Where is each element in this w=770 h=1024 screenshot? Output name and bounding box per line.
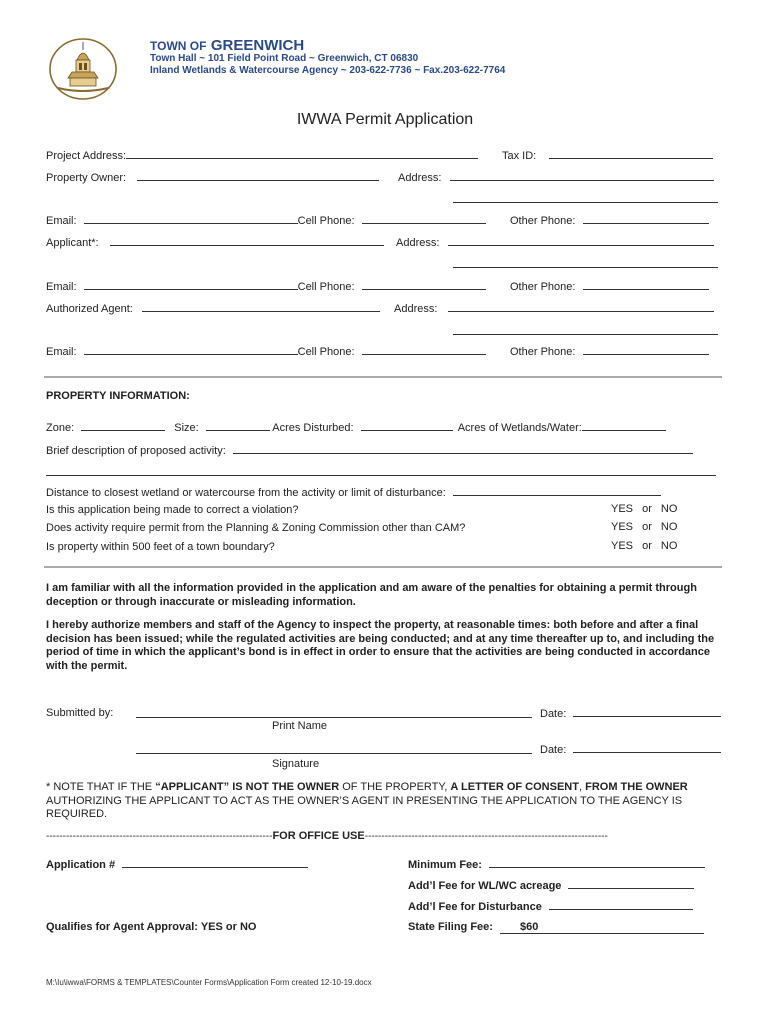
- print-name-caption: Print Name: [272, 720, 328, 732]
- size-label: Size:: [174, 422, 199, 434]
- print-name-field[interactable]: [136, 708, 532, 718]
- agent-address-field[interactable]: [448, 302, 714, 312]
- owner-cell-phone-label: Cell Phone:: [297, 215, 355, 227]
- question-violation: Is this application being made to correct a violation?: [46, 504, 299, 516]
- applicant-email-label: Email:: [46, 281, 77, 293]
- familiar-statement: I am familiar with all the information provided in the application and am aware of the penalties for obtaining a permit through deception or through inaccurate or misleading information.: [46, 582, 697, 608]
- applicant-other-phone-row: [510, 280, 709, 293]
- note-text-1: * NOTE THAT IF THE: [46, 781, 156, 793]
- agent-email-field[interactable]: [84, 345, 298, 355]
- no-option[interactable]: NO: [660, 540, 678, 552]
- or-text: or: [642, 503, 652, 515]
- note-text-5: ,: [578, 781, 586, 793]
- project-address-row: [46, 149, 478, 162]
- office-use-banner: [46, 830, 722, 842]
- owner-other-phone-field[interactable]: [583, 214, 709, 224]
- distance-field[interactable]: [453, 486, 661, 496]
- owner-other-phone-label: Other Phone:: [510, 215, 576, 227]
- project-address-field[interactable]: [126, 149, 478, 159]
- property-info-heading: PROPERTY INFORMATION:: [46, 390, 190, 402]
- acres-disturbed-label: Acres Disturbed:: [272, 422, 354, 434]
- tax-id-label: Tax ID:: [502, 150, 537, 162]
- application-number-field[interactable]: [122, 858, 308, 868]
- submitted-by-label: Submitted by:: [46, 707, 114, 719]
- disturbance-fee-row: [408, 900, 693, 913]
- state-filing-fee-value: $60: [500, 922, 704, 934]
- applicant-cell-phone-label: Cell Phone:: [297, 281, 355, 293]
- acres-wetlands-field[interactable]: [582, 421, 666, 431]
- description-row: [46, 444, 693, 457]
- state-filing-fee-row: [408, 921, 704, 934]
- agent-other-phone-field[interactable]: [583, 345, 709, 355]
- yes-option[interactable]: YES: [611, 540, 634, 552]
- section-divider: [44, 376, 722, 378]
- agent-address-line-2[interactable]: [453, 325, 718, 335]
- banner-left-dashes: --------------------------------------------------------------------: [46, 831, 273, 842]
- state-filing-fee-label: State Filing Fee:: [408, 921, 493, 933]
- applicant-email-field[interactable]: [84, 280, 298, 290]
- distance-row: [46, 486, 661, 499]
- no-option[interactable]: NO: [660, 503, 678, 515]
- office-use-label: FOR OFFICE USE: [272, 830, 365, 842]
- applicant-address-row: [396, 236, 714, 249]
- applicant-address-field[interactable]: [448, 236, 714, 246]
- applicant-address-label: Address:: [396, 237, 440, 249]
- signature-caption: Signature: [272, 758, 320, 770]
- header-line-2: Inland Wetlands & Watercourse Agency ~ 203-622-7736 ~ Fax.203-622-7764: [150, 65, 506, 76]
- applicant-email-row: [46, 280, 486, 293]
- note-text-4: A LETTER OF CONSENT: [450, 781, 579, 793]
- no-option[interactable]: NO: [660, 521, 678, 533]
- authorize-statement: I hereby authorize members and staff of the Agency to inspect the property, at reasonable times: both before and after a final decision has been issued; while the regulated activities are being conducted; and at any time thereafter up to, and including the period of time in which the applicant’s bond is in effect in order to ensure that the activities are being conducted in accordance with the permit.: [46, 619, 715, 672]
- agent-other-phone-row: [510, 345, 709, 358]
- applicant-field[interactable]: [110, 236, 384, 246]
- footer-file-path: M:\Iu\iwwa\FORMS & TEMPLATES\Counter Forms\Application Form created 12-10-19.docx: [46, 978, 372, 987]
- owner-address-label: Address:: [398, 172, 442, 184]
- yes-option[interactable]: YES: [611, 503, 634, 515]
- yes-no-planning-zoning[interactable]: [611, 521, 677, 533]
- question-planning-zoning: Does activity require permit from the Planning & Zoning Commission other than CAM?: [46, 522, 466, 534]
- town-prefix: TOWN OF: [150, 39, 207, 53]
- applicant-address-line-2[interactable]: [453, 258, 718, 268]
- property-owner-label: Property Owner:: [46, 172, 127, 184]
- applicant-cell-phone-field[interactable]: [362, 280, 486, 290]
- applicant-other-phone-field[interactable]: [583, 280, 709, 290]
- date-label: Date:: [540, 744, 567, 756]
- date-row-2: [540, 743, 721, 756]
- note-text-7: AUTHORIZING THE APPLICANT TO ACT AS THE OWNER’S AGENT IN PRESENTING THE APPLICATION TO THE AGENCY IS REQUIRED.: [46, 794, 683, 820]
- disturbance-fee-label: Add’l Fee for Disturbance: [408, 901, 542, 913]
- date-row-1: [540, 707, 721, 720]
- or-text: or: [642, 521, 652, 533]
- property-owner-row: [46, 171, 379, 184]
- description-line-2[interactable]: [46, 466, 716, 476]
- application-number-row: [46, 858, 308, 871]
- question-town-boundary: Is property within 500 feet of a town boundary?: [46, 541, 275, 553]
- owner-email-label: Email:: [46, 215, 77, 227]
- yes-option[interactable]: YES: [611, 521, 634, 533]
- agent-cell-phone-label: Cell Phone:: [297, 346, 355, 358]
- wlwc-fee-label: Add’l Fee for WL/WC acreage: [408, 880, 562, 892]
- agent-address-label: Address:: [394, 303, 438, 315]
- minimum-fee-field[interactable]: [489, 858, 705, 868]
- size-field[interactable]: [206, 421, 270, 431]
- agent-address-row: [394, 302, 714, 315]
- distance-label: Distance to closest wetland or watercourse from the activity or limit of disturbance:: [46, 487, 446, 499]
- applicant-other-phone-label: Other Phone:: [510, 281, 576, 293]
- property-owner-field[interactable]: [137, 171, 379, 181]
- date-field-2[interactable]: [573, 743, 721, 753]
- yes-no-town-boundary[interactable]: [611, 540, 677, 552]
- note-text-2: “APPLICANT” IS NOT THE OWNER: [155, 781, 340, 793]
- owner-email-row: [46, 214, 486, 227]
- town-name: GREENWICH: [210, 37, 305, 54]
- tax-id-row: [502, 149, 713, 162]
- owner-other-phone-row: [510, 214, 709, 227]
- owner-consent-note: [46, 781, 726, 822]
- wlwc-fee-row: [408, 879, 694, 892]
- agent-cell-phone-field[interactable]: [362, 345, 486, 355]
- section-divider: [44, 566, 722, 568]
- agent-email-label: Email:: [46, 346, 77, 358]
- minimum-fee-label: Minimum Fee:: [408, 859, 482, 871]
- applicant-label: Applicant*:: [46, 237, 99, 249]
- authorized-agent-field[interactable]: [142, 302, 380, 312]
- owner-address-row: [398, 171, 714, 184]
- owner-address-line-2[interactable]: [453, 193, 718, 203]
- description-label: Brief description of proposed activity:: [46, 445, 226, 457]
- banner-right-dashes: -------------------------------------------------------------------------: [364, 831, 608, 842]
- owner-email-field[interactable]: [84, 214, 298, 224]
- zone-label: Zone:: [46, 422, 75, 434]
- zone-field[interactable]: [81, 421, 165, 431]
- tax-id-field[interactable]: [549, 149, 713, 159]
- authorized-agent-row: [46, 302, 380, 315]
- acres-disturbed-field[interactable]: [361, 421, 453, 431]
- applicant-row: [46, 236, 384, 249]
- or-text: or: [642, 540, 652, 552]
- disturbance-fee-field[interactable]: [549, 900, 693, 910]
- yes-no-violation[interactable]: [611, 503, 677, 515]
- agent-other-phone-label: Other Phone:: [510, 346, 576, 358]
- wlwc-fee-field[interactable]: [568, 879, 694, 889]
- authorized-agent-label: Authorized Agent:: [46, 303, 133, 315]
- note-text-3: OF THE PROPERTY,: [339, 781, 451, 793]
- project-address-label: Project Address:: [46, 150, 127, 162]
- owner-cell-phone-field[interactable]: [362, 214, 486, 224]
- owner-address-field[interactable]: [450, 171, 714, 181]
- header-line-1: Town Hall ~ 101 Field Point Road ~ Greenwich, CT 06830: [150, 53, 419, 64]
- date-label: Date:: [540, 708, 567, 720]
- acres-wetlands-label: Acres of Wetlands/Water:: [457, 422, 582, 434]
- date-field-1[interactable]: [573, 707, 721, 717]
- town-seal-logo: [46, 36, 120, 102]
- agent-email-row: [46, 345, 486, 358]
- note-text-6: FROM THE OWNER: [585, 781, 688, 793]
- property-metrics-row: [46, 421, 666, 434]
- signature-field[interactable]: [136, 744, 532, 754]
- form-title: IWWA Permit Application: [296, 111, 474, 128]
- description-field[interactable]: [233, 444, 693, 454]
- minimum-fee-row: [408, 858, 705, 871]
- agent-approval-row: Qualifies for Agent Approval: YES or NO: [46, 921, 257, 933]
- application-number-label: Application #: [46, 859, 116, 871]
